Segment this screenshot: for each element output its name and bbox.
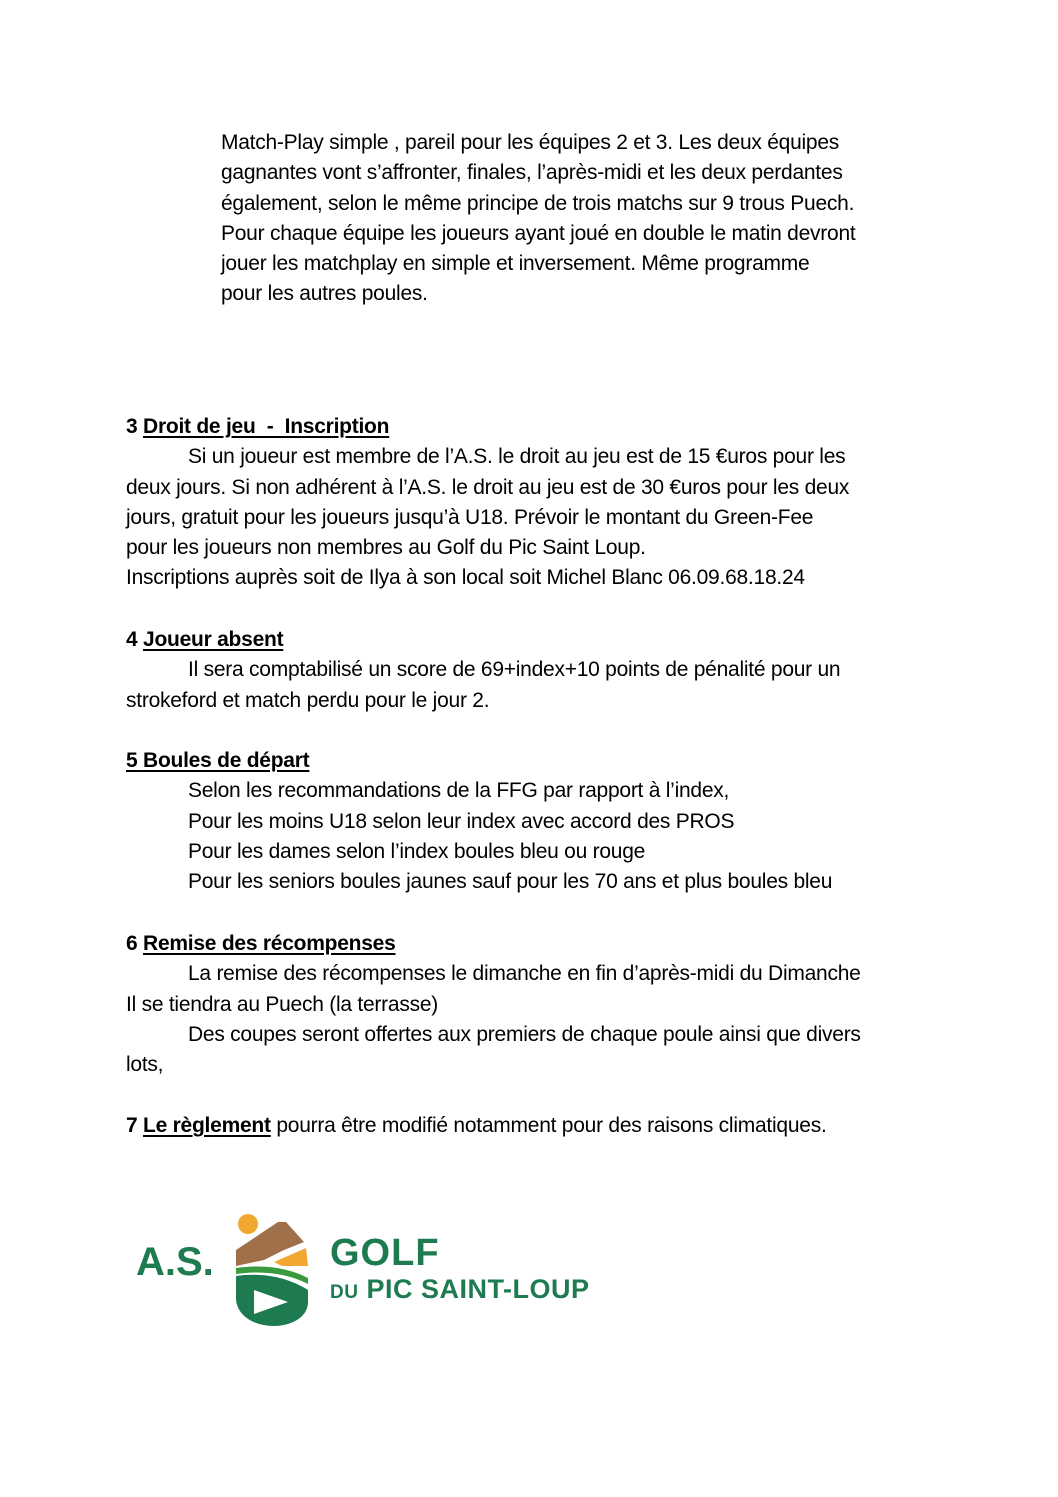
section-title: Droit de jeu - Inscription [143,415,390,438]
flag-shield-shape [236,1275,308,1326]
section-heading [126,746,946,776]
section-reglement [126,1111,946,1141]
text-line: jours, gratuit pour les joueurs jusqu’à U18. Prévoir le montant du Green-Fee [126,505,814,529]
logo-subtitle [330,1274,589,1305]
text-line: Pour chaque équipe les joueurs ayant joué en double le matin devront [221,221,856,245]
section-heading [126,625,946,655]
section-remise-des-recompenses [126,929,946,1080]
text-line: gagnantes vont s’affronter, finales, l’après-midi et les deux perdantes [221,161,843,185]
section-number: 6 [126,932,138,955]
section-number: 3 [126,415,138,438]
text-line: Pour les moins U18 selon leur index avec accord des PROS [188,809,735,833]
sun-shape [238,1214,258,1234]
section-title: Joueur absent [143,628,284,651]
text-line: Inscriptions auprès soit de Ilya à son local soit Michel Blanc 06.09.68.18.24 [126,566,805,590]
text-line: strokeford et match perdu pour le jour 2. [126,688,490,712]
section-droit-de-jeu [126,412,946,594]
section-title: Le règlement [143,1114,271,1137]
text-line: pour les joueurs non membres au Golf du Pic Saint Loup. [126,536,646,560]
section-joueur-absent [126,625,946,716]
text-line: Il sera comptabilisé un score de 69+index+10 points de pénalité pour un [188,658,841,682]
section-number: 4 [126,628,138,651]
section-text: pourra être modifié notamment pour des raisons climatiques. [270,1114,827,1137]
text-line: Il se tiendra au Puech (la terrasse) [126,992,438,1016]
text-line: Pour les dames selon l’index boules bleu ou rouge [188,839,646,863]
text-line: Des coupes seront offertes aux premiers de chaque poule ainsi que divers [188,1022,861,1046]
text-line: Match-Play simple , pareil pour les équipes 2 et 3. Les deux équipes [221,131,840,154]
section-heading-underlined [126,749,309,772]
section-number: 7 [126,1114,138,1137]
section-title: Boules de départ [143,749,310,772]
logo-name-text: PIC SAINT-LOUP [366,1274,590,1304]
intro-paragraph [221,128,941,310]
text-line: Selon les recommandations de la FFG par rapport à l’index, [188,779,730,803]
as-golf-logo [134,1210,614,1328]
section-heading [126,1111,946,1141]
section-heading [126,929,946,959]
section-number: 5 [126,749,138,772]
text-line: La remise des récompenses le dimanche en fin d’après-midi du Dimanche [188,962,861,986]
golf-crest-icon [234,1210,314,1328]
logo-golf-text: GOLF [330,1232,440,1274]
text-line: Pour les seniors boules jaunes sauf pour les 70 ans et plus boules bleu [188,870,833,894]
text-line: jouer les matchplay en simple et inversement. Même programme [221,252,810,276]
text-line: deux jours. Si non adhérent à l’A.S. le droit au jeu est de 30 €uros pour les deux [126,475,850,499]
section-heading [126,412,946,442]
text-line: également, selon le même principe de trois matchs sur 9 trous Puech. [221,191,855,215]
section-title: Remise des récompenses [143,932,396,955]
logo-as-text: A.S. [136,1240,214,1284]
text-line: pour les autres poules. [221,282,428,306]
text-line: Si un joueur est membre de l’A.S. le droit au jeu est de 15 €uros pour les [188,445,846,469]
text-line: lots, [126,1053,164,1077]
logo-du-text: DU [330,1282,359,1303]
section-boules-de-depart [126,746,946,897]
